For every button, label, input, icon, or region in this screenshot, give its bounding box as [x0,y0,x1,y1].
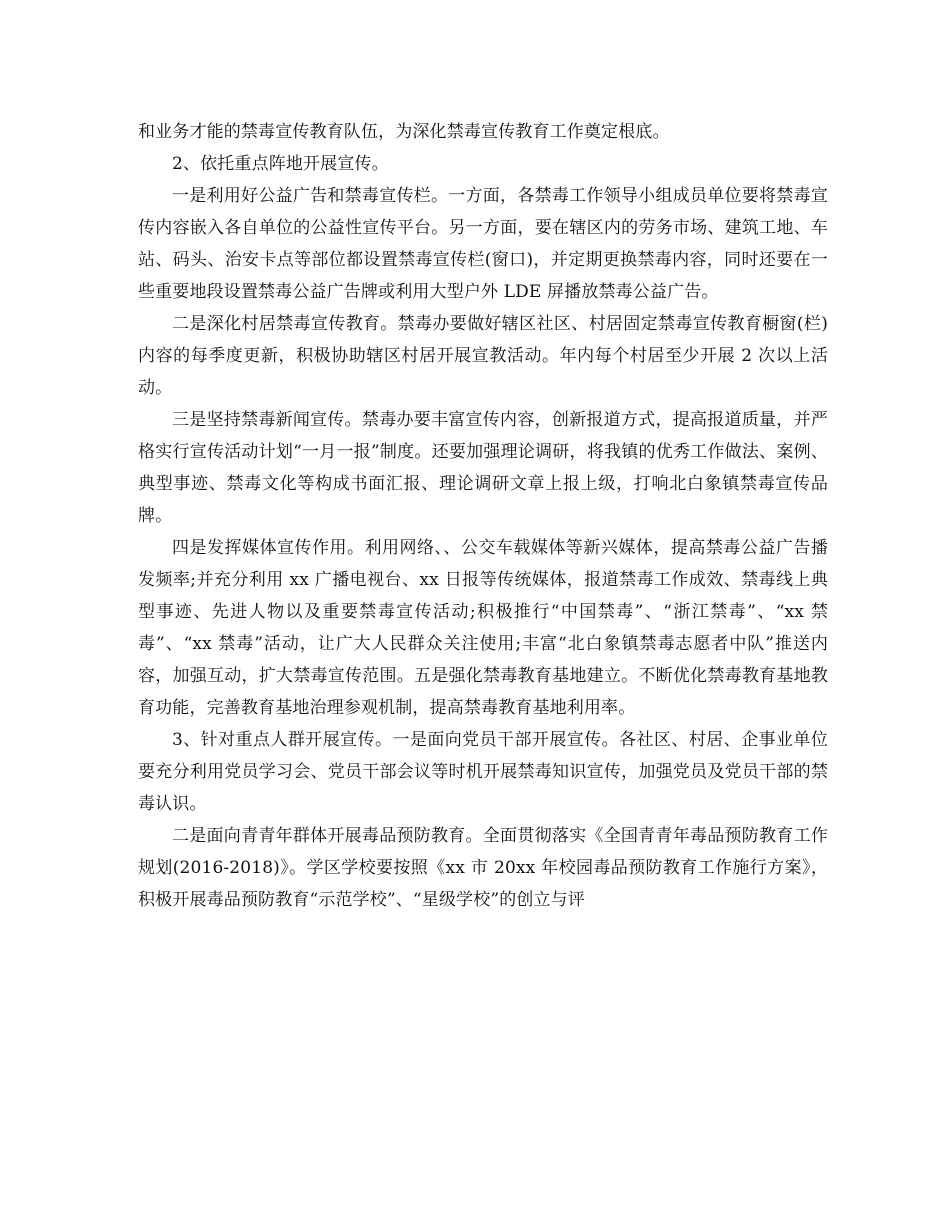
paragraph-media-publicity: 四是发挥媒体宣传作用。利用网络、、公交车载媒体等新兴媒体，提高禁毒公益广告播发频率;并充分利用 xx 广播电视台、xx 日报等传统媒体，报道禁毒工作成效、禁毒线上典型事迹、先进人物以及重要禁毒宣传活动;积极推行“中国禁毒”、“浙江禁毒”、“xx 禁毒”、“xx 禁毒”活动，让广大人民群众关注使用;丰富“北白象镇禁毒志愿者中队”推送内容，加强互动，扩大禁毒宣传范围。五是强化禁毒教育基地建立。不断优化禁毒教育基地教育功能，完善教育基地治理参观机制，提高禁毒教育基地利用率。 [138,538,828,718]
paragraph-village-education: 二是深化村居禁毒宣传教育。禁毒办要做好辖区社区、村居固定禁毒宣传教育橱窗(栏)内容的每季度更新，积极协助辖区村居开展宣教活动。年内每个村居至少开展 2 次以上活动。 [138,314,828,398]
document-body [138,116,828,916]
paragraph-youth-education: 二是面向青青年群体开展毒品预防教育。全面贯彻落实《全国青青年毒品预防教育工作规划(2016-2018)》。学区学校要按照《xx 市 20xx 年校园毒品预防教育工作施行方案》，积极开展毒品预防教育“示范学校”、“星级学校”的创立与评 [138,826,828,910]
paragraph-section-2-heading: 2、依托重点阵地开展宣传。 [172,154,389,174]
paragraph-news-publicity: 三是坚持禁毒新闻宣传。禁毒办要丰富宣传内容，创新报道方式，提高报道质量，并严格实行宣传活动计划“一月一报”制度。还要加强理论调研，将我镇的优秀工作做法、案例、典型事迹、禁毒文化等构成书面汇报、理论调研文章上报上级，打响北白象镇禁毒宣传品牌。 [138,410,828,526]
paragraph-public-ads: 一是利用好公益广告和禁毒宣传栏。一方面，各禁毒工作领导小组成员单位要将禁毒宣传内容嵌入各自单位的公益性宣传平台。另一方面，要在辖区内的劳务市场、建筑工地、车站、码头、治安卡点等部位都设置禁毒宣传栏(窗口)，并定期更换禁毒内容，同时还要在一些重要地段设置禁毒公益广告牌或利用大型户外 LDE 屏播放禁毒公益广告。 [138,186,828,302]
paragraph-continuation: 和业务才能的禁毒宣传教育队伍，为深化禁毒宣传教育工作奠定根底。 [138,122,670,142]
paragraph-section-3-party-members: 3、针对重点人群开展宣传。一是面向党员干部开展宣传。各社区、村居、企事业单位要充分利用党员学习会、党员干部会议等时机开展禁毒知识宣传，加强党员及党员干部的禁毒认识。 [138,730,828,814]
